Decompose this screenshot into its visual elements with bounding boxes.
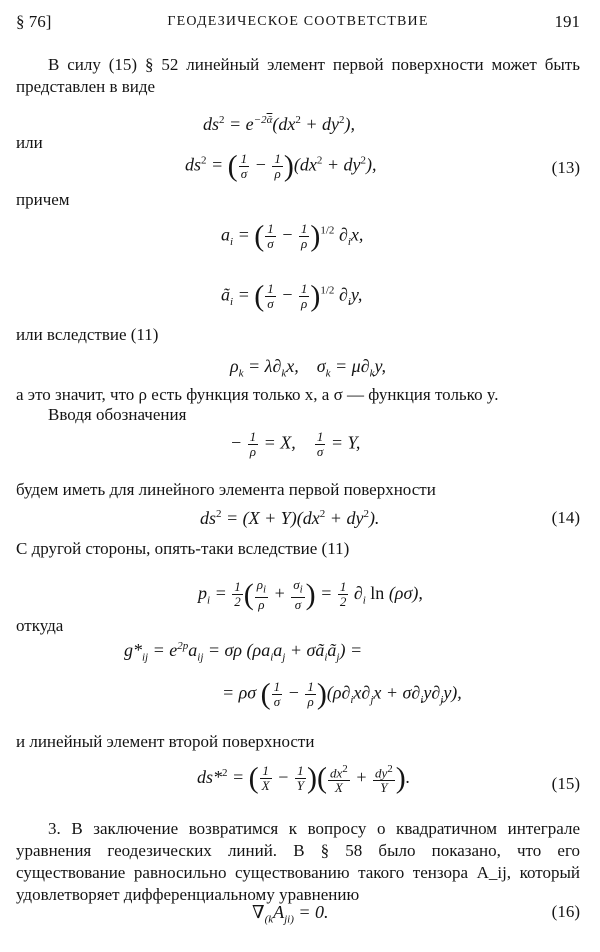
equation-number-13: (13) <box>551 158 580 177</box>
formula-14: $ds^2 = (X + Y)(dx^2 + dy^2)$. (14) <box>200 508 580 528</box>
formula-a-tilde-i: $ã_i$ = ( $\frac{1}{\sigma}$ − $\frac{1}{\rho}$ )$^{1/2}$ $\partial_iy$, <box>221 279 363 313</box>
section-ref: § 76] <box>16 12 52 31</box>
text-whence: откуда <box>16 616 64 635</box>
text-or-due-11: или вследствие (11) <box>16 325 159 344</box>
equation-number-15: (15) <box>551 774 580 793</box>
formula-X-Y: − $\frac{1}{\rho}$ = X, $\frac{1}{\sigma}$ = Y, <box>230 429 361 459</box>
text-prichem: причем <box>16 190 70 209</box>
text-other-side: С другой стороны, опять-таки вследствие (11) <box>16 539 350 558</box>
formula-15: ds*$^2$ = ( $\frac{1}{X}$ − $\frac{1}{Y}$ )( $\frac{dx^2}{X}$ + $\frac{dy^2}{Y}$ ). (15) <box>197 761 580 796</box>
formula-ds2-exp: $ds^2 = e^{-2\overline{ᾶ}}(dx^2 + dy^2)$, <box>203 114 355 134</box>
text-introducing: Вводя обозначения <box>48 405 187 424</box>
formula-p-i: $p_i$ = $\frac{1}{2}$ ( $\frac{\rho_i}{\rho}$ + $\frac{\sigma_i}{\sigma}$ ) = $\frac{1}{2}$ $\partial_i$ ln (ρσ), <box>198 577 423 612</box>
paragraph-intro: В силу (15) § 52 линейный элемент первой поверхности может быть представлен в виде <box>16 55 580 96</box>
text-second-surface: и линейный элемент второй поверхности <box>16 732 315 751</box>
page-header <box>16 12 580 38</box>
formula-13: $ds^2$ = ( $\frac{1}{\sigma}$ − $\frac{1}{\rho}$ )$(dx^2 + dy^2)$, (13) <box>185 149 580 183</box>
running-title: ГЕОДЕЗИЧЕСКОЕ СООТВЕТСТВИЕ <box>167 14 429 29</box>
formula-g-star-expanded: = ρσ ( $\frac{1}{\sigma}$ − $\frac{1}{\rho}$ )$(\rho\partial_ix\partial_jx + \sigma\partial_iy\partial_jy)$, <box>222 677 462 711</box>
text-we-get: будем иметь для линейного элемента первой поверхности <box>16 480 436 499</box>
formula-rho-sigma-k: $\rho_k = \lambda\partial_kx$, $\sigma_k = \mu\partial_ky$, <box>230 356 386 380</box>
page-number: 191 <box>554 12 580 31</box>
equation-number-14: (14) <box>551 508 580 527</box>
text-means: а это значит, что ρ есть функция только x, а σ — функция только y. <box>16 385 499 404</box>
formula-a-i: $a_i$ = ( $\frac{1}{\sigma}$ − $\frac{1}{\rho}$ )$^{1/2}$ $\partial_ix$, <box>221 219 364 253</box>
formula-g-star-ij: $g*_{ij} = e^{2p}a_{ij} = \sigma\rho$ ($\rho a_ia_j$ + $\sigma ã_iã_j$) = <box>124 640 363 664</box>
formula-16: $\nabla_{(k}A_{ji)} = 0$. (16) <box>252 902 580 926</box>
equation-number-16: (16) <box>551 902 580 921</box>
paragraph-section-3: 3. В заключение возвратимся к вопросу о квадратичном интеграле уравнения геодезических линий. В § 58 было показано, что его существование равносильно существованию такого тензора A_ij, который удовлетворяет дифференциальному уравнению <box>16 819 580 904</box>
text-or-1: или <box>16 133 43 152</box>
